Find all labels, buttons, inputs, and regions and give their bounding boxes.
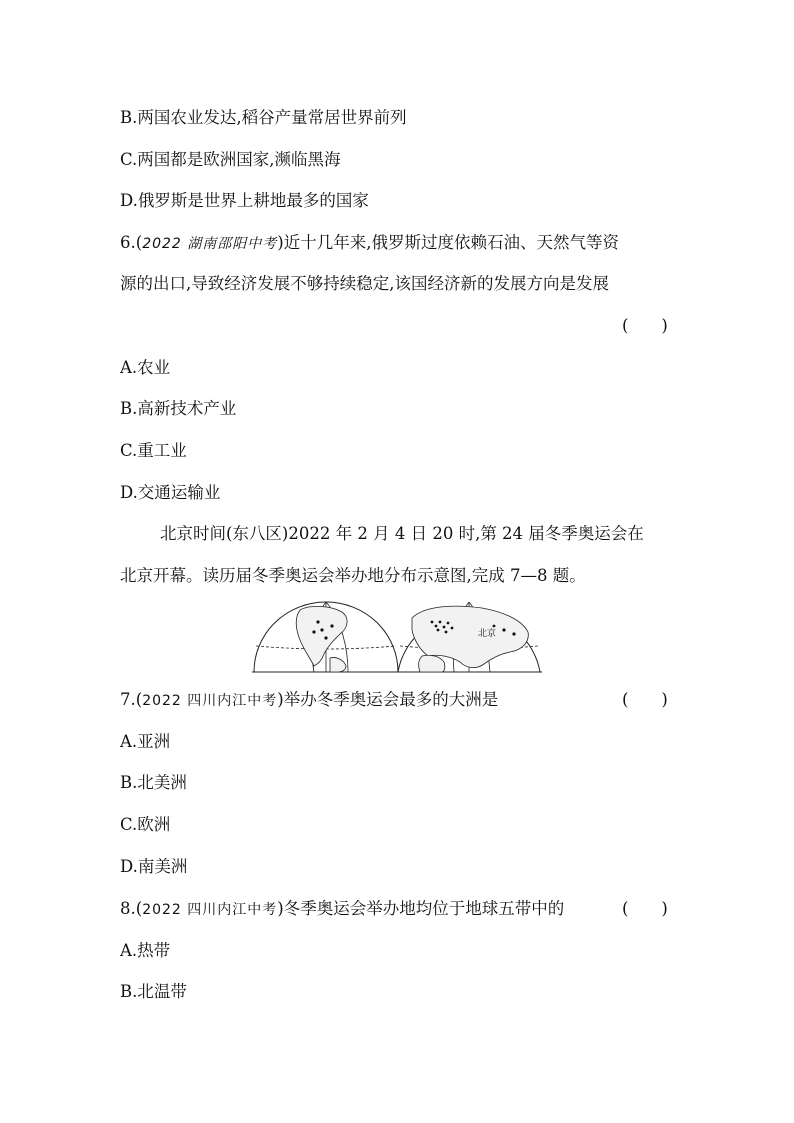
q7-option-c: C.欧洲 (120, 815, 171, 834)
map-label-beijing: 北京 (478, 629, 497, 639)
q7-option-d: D.南美洲 (120, 857, 188, 876)
q7-number: 7.( (120, 690, 143, 709)
q6-stem-text1: )近十几年来,俄罗斯过度依赖石油、天然气等资 (277, 233, 619, 252)
q8-stem (120, 897, 674, 922)
intro-line2: 北京开幕。读历届冬季奥运会举办地分布示意图,完成 7—8 题。 (120, 566, 586, 585)
q7-stem (120, 688, 674, 713)
q7-option-b: B.北美洲 (120, 773, 187, 792)
q6-source: 2022 湖南邵阳中考 (142, 236, 278, 252)
q7-source: 2022 四川内江中考 (142, 693, 278, 709)
q6-number: 6.( (120, 233, 143, 252)
q8-answer-blank: ( ) (622, 899, 668, 918)
q6-stem-line2: 源的出口,导致经济发展不够持续稳定,该国经济新的发展方向是发展 (120, 274, 609, 293)
q6-option-a: A.农业 (120, 358, 171, 377)
q5-option-b: B.两国农业发达,稻谷产量常居世界前列 (120, 108, 407, 127)
q5-option-c: C.两国都是欧洲国家,濒临黑海 (120, 150, 341, 169)
q8-source: 2022 四川内江中考 (142, 902, 278, 918)
q6-option-c: C.重工业 (120, 441, 187, 460)
q8-stem-text: )冬季奥运会举办地均位于地球五带中的 (277, 899, 565, 918)
q7-answer-blank: ( ) (622, 690, 668, 709)
q8-option-a: A.热带 (120, 941, 171, 960)
q6-option-d: D.交通运输业 (120, 483, 221, 502)
q8-option-b: B.北温带 (120, 982, 187, 1001)
intro-line1: 北京时间(东八区)2022 年 2 月 4 日 20 时,第 24 届冬季奥运会在 (160, 524, 644, 543)
q6-answer-blank: ( ) (622, 316, 668, 335)
q6-option-b: B.高新技术产业 (120, 399, 237, 418)
winter-olympics-map (252, 600, 542, 676)
q7-option-a: A.亚洲 (120, 732, 171, 751)
q6-stem-line1 (120, 231, 674, 256)
q7-stem-text: )举办冬季奥运会最多的大洲是 (277, 690, 499, 709)
q8-number: 8.( (120, 899, 143, 918)
q5-option-d: D.俄罗斯是世界上耕地最多的国家 (120, 191, 369, 210)
